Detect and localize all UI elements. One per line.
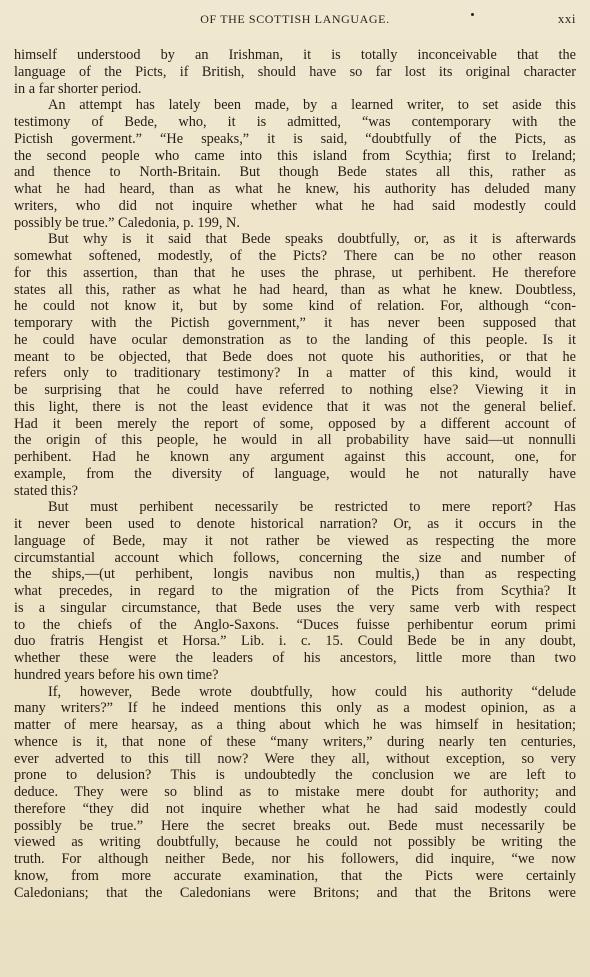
text-line: matter of mere hearsay, as a thing about which he was himself in hesitation;: [14, 717, 576, 733]
text-line: ever adverted to this till now? Were they all, without exception, so very: [14, 750, 576, 767]
text-line: to the chiefs of the Anglo-Saxons. “Duces fuisse perhibentur eorum primi: [14, 616, 576, 633]
text-line: testimony of Bede, who, it is admitted, “was contemporary with the: [14, 114, 576, 130]
text-line: what precedes, in regard to the migration of the Picts from Scythia? It: [14, 583, 576, 599]
text-line: refers only to traditionary testimony? In a matter of this kind, would it: [14, 365, 576, 382]
text-line: prone to delusion? This is undoubtedly the conclusion we are left to: [14, 767, 576, 784]
text-line: many writers?” If he indeed mentions this only as a modest opinion, as a: [14, 700, 576, 717]
text-line: is a singular circumstance, that Bede uses the very same verb with respect: [14, 599, 576, 616]
text-line: for this assertion, than that he uses the phrase, ut perhibent. He therefore: [14, 264, 576, 281]
text-line: stated this?: [14, 482, 78, 499]
text-line: know, from more accurate examination, that the Picts were certainly: [14, 867, 576, 884]
text-line: somewhat softened, modestly, of the Picts? There can be no other reason: [14, 248, 576, 264]
text-line: hundred years before his own time?: [14, 666, 219, 683]
text-line: writers, who did not inquire whether what he had said modestly could: [14, 197, 576, 214]
page-number: xxi: [557, 11, 576, 26]
text-line: himself understood by an Irishman, it is totally inconceivable that the: [14, 47, 576, 63]
printer-mark: [471, 13, 474, 16]
text-line: whether these were the leaders of his ancestors, little more than two: [14, 650, 576, 666]
text-line: meant to be objected, that Bede does not quote his authorities, or that he: [14, 348, 576, 365]
text-line: Caledonians; that the Caledonians were Britons; and that the Britons were: [14, 884, 576, 901]
text-line: what he had heard, than as what he knew, his authority has deluded many: [14, 181, 576, 197]
text-line: viewed as writing doubtfully, because he could not possibly be writing the: [14, 834, 576, 851]
text-line: example, from the diversity of language, would he not naturally have: [14, 465, 576, 482]
text-line: the ships,—(ut perhibent, longis navibus non multis,) than as respecting: [14, 566, 576, 583]
text-line: truth. For although neither Bede, nor his followers, did inquire, “we now: [14, 851, 576, 867]
text-line: circumstantial account which follows, concerning the size and number of: [14, 549, 576, 566]
running-title: OF THE SCOTTISH LANGUAGE.: [200, 12, 390, 26]
text-line: possibly be true.” Here the secret breaks out. Bede must necessarily be: [14, 817, 576, 834]
text-line: language of the Picts, if British, should have so far lost its original character: [14, 63, 576, 80]
text-line: perhibent. Had he known any argument against this account, one, for: [14, 449, 576, 465]
running-head: [14, 10, 576, 30]
text-line: be surprising that he could have referred to nothing else? Viewing it in: [14, 382, 576, 398]
text-line: the second people who came into this island from Scythia; first to Ireland;: [14, 147, 576, 164]
body-text: [14, 47, 576, 901]
text-line: the origin of this people, he would in all probability have said—ut nonnulli: [14, 432, 576, 449]
text-line: in a far shorter period.: [14, 80, 142, 97]
text-line: it never been used to denote historical narration? Or, as it occurs in the: [14, 516, 576, 532]
text-line: Had it been merely the report of some, opposed by a different account of: [14, 415, 576, 432]
text-line: he could have ocular demonstration as to the landing of this people. Is it: [14, 331, 576, 348]
text-line: possibly be true.” Caledonia, p. 199, N.: [14, 214, 240, 231]
text-line: whence is it, that none of these “many writers,” during nearly ten centuries,: [14, 733, 576, 750]
text-line: therefore “they did not inquire whether what he had said modestly could: [14, 800, 576, 817]
text-line: duo fratris Hengist et Horsa.” Lib. i. c. 15. Could Bede be in any doubt,: [14, 633, 576, 650]
text-line: deduce. They were so blind as to mistake mere doubt for authority; and: [14, 784, 576, 800]
text-line: If, however, Bede wrote doubtfully, how could his authority “delude: [48, 683, 576, 700]
text-line: But why is it said that Bede speaks doubtfully, or, as it is afterwards: [48, 231, 576, 248]
text-line: temporary with the Pictish government,” it has never been supposed that: [14, 315, 576, 331]
text-line: this light, there is not the least evidence that it was not the general belief.: [14, 398, 576, 415]
text-line: states all this, rather as what he had heard, than as what he knew. Doubtless,: [14, 281, 576, 298]
text-line: But must perhibent necessarily be restricted to mere report? Has: [48, 499, 576, 516]
text-line: he could not know it, but by some kind of relation. For, although “con-: [14, 298, 576, 315]
text-line: Pictish goverment.” “He speaks,” it is said, “doubtfully of the Picts, as: [14, 130, 576, 147]
text-line: language of Bede, may it not rather be viewed as respecting the more: [14, 532, 576, 549]
text-line: An attempt has lately been made, by a learned writer, to set aside this: [48, 97, 576, 114]
text-line: and thence to North-Britain. But though Bede states all this, rather as: [14, 164, 576, 181]
